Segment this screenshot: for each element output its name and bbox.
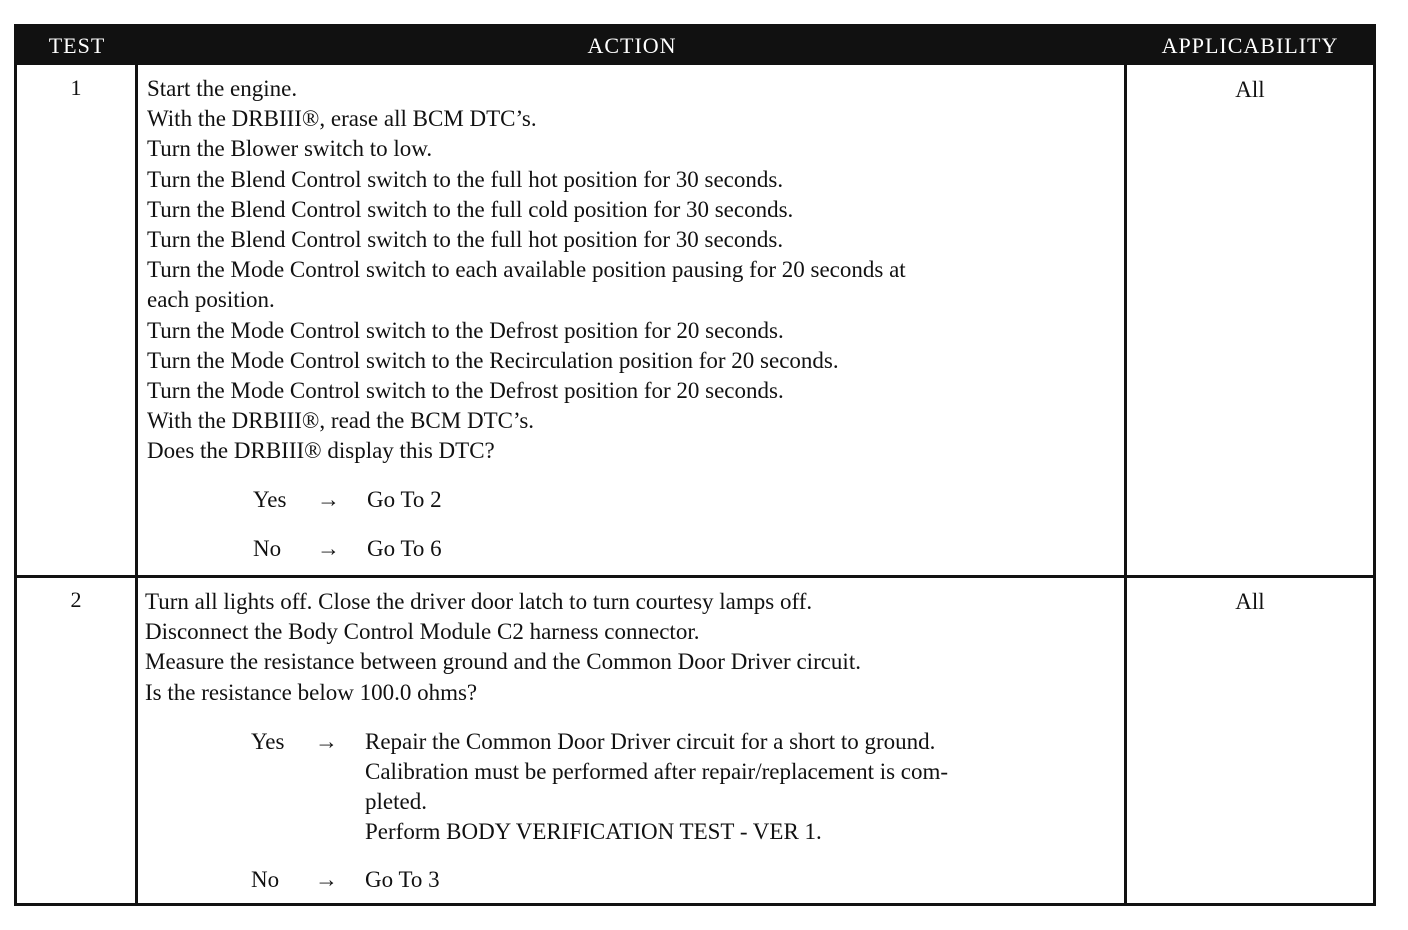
table-header — [17, 27, 1373, 65]
header-action: ACTION — [587, 33, 677, 58]
action-step-line: Is the resistance below 100.0 ohms? — [145, 679, 478, 705]
no-result — [367, 534, 442, 564]
arrow-icon: → — [317, 536, 340, 561]
no-choice-1 — [253, 534, 853, 564]
header-applicability: APPLICABILITY — [1161, 33, 1339, 58]
applicability-1: All — [1235, 77, 1265, 102]
no-choice-2 — [251, 865, 851, 895]
yes-label: Yes — [253, 487, 287, 512]
yes-choice-2 — [251, 727, 1121, 857]
column-divider — [135, 65, 138, 903]
test-number-1: 1 — [70, 75, 82, 100]
action-steps-2 — [145, 587, 861, 708]
yes-result — [365, 727, 948, 847]
action-step-line: Turn the Blower switch to low. — [147, 136, 433, 162]
no-label: No — [251, 867, 280, 892]
action-step-line: Turn all lights off. Close the driver door latch to turn courtesy lamps off. — [145, 589, 813, 614]
result-line: Calibration must be performed after repair/replacement is com- — [365, 759, 949, 784]
applicability-2: All — [1235, 589, 1265, 614]
action-step-line: Turn the Mode Control switch to the Defrost position for 20 seconds. — [147, 378, 784, 404]
action-step-line: each position. — [147, 287, 275, 313]
arrow-icon: → — [315, 867, 338, 892]
result-line: pleted. — [365, 789, 427, 814]
diagnostic-test-table — [14, 24, 1376, 906]
action-step-line: Disconnect the Body Control Module C2 harness connector. — [145, 619, 700, 645]
action-step-line: Measure the resistance between ground and the Common Door Driver circuit. — [145, 649, 861, 675]
result-line: Go To 3 — [365, 867, 440, 892]
no-result — [365, 865, 440, 895]
action-step-line: Turn the Mode Control switch to the Defrost position for 20 seconds. — [147, 317, 784, 343]
yes-choice-1 — [253, 485, 853, 515]
action-step-line: Turn the Blend Control switch to the full cold position for 30 seconds. — [147, 196, 794, 222]
arrow-icon: → — [315, 729, 338, 754]
no-label: No — [253, 536, 282, 561]
action-step-line: Turn the Mode Control switch to the Recirculation position for 20 seconds. — [147, 347, 839, 373]
action-step-line: Does the DRBIII® display this DTC? — [147, 438, 495, 464]
action-step-line: Turn the Mode Control switch to each available position pausing for 20 seconds at — [147, 257, 906, 283]
action-step-line: With the DRBIII®, read the BCM DTC’s. — [147, 408, 535, 434]
action-step-line: Start the engine. — [147, 76, 298, 101]
row-divider — [17, 575, 1373, 578]
test-number-2: 2 — [70, 587, 82, 612]
yes-label: Yes — [251, 729, 285, 754]
result-line: Repair the Common Door Driver circuit for a short to ground. — [365, 729, 936, 754]
column-divider — [1124, 65, 1127, 903]
result-line: Go To 2 — [367, 487, 442, 512]
arrow-icon: → — [317, 487, 340, 512]
action-steps-1 — [147, 74, 906, 467]
header-test: TEST — [48, 33, 106, 58]
result-line: Perform BODY VERIFICATION TEST - VER 1. — [365, 819, 822, 844]
result-line: Go To 6 — [367, 536, 442, 561]
action-step-line: With the DRBIII®, erase all BCM DTC’s. — [147, 106, 537, 132]
action-step-line: Turn the Blend Control switch to the full hot position for 30 seconds. — [147, 227, 784, 253]
action-step-line: Turn the Blend Control switch to the full hot position for 30 seconds. — [147, 166, 784, 192]
yes-result — [367, 485, 442, 515]
